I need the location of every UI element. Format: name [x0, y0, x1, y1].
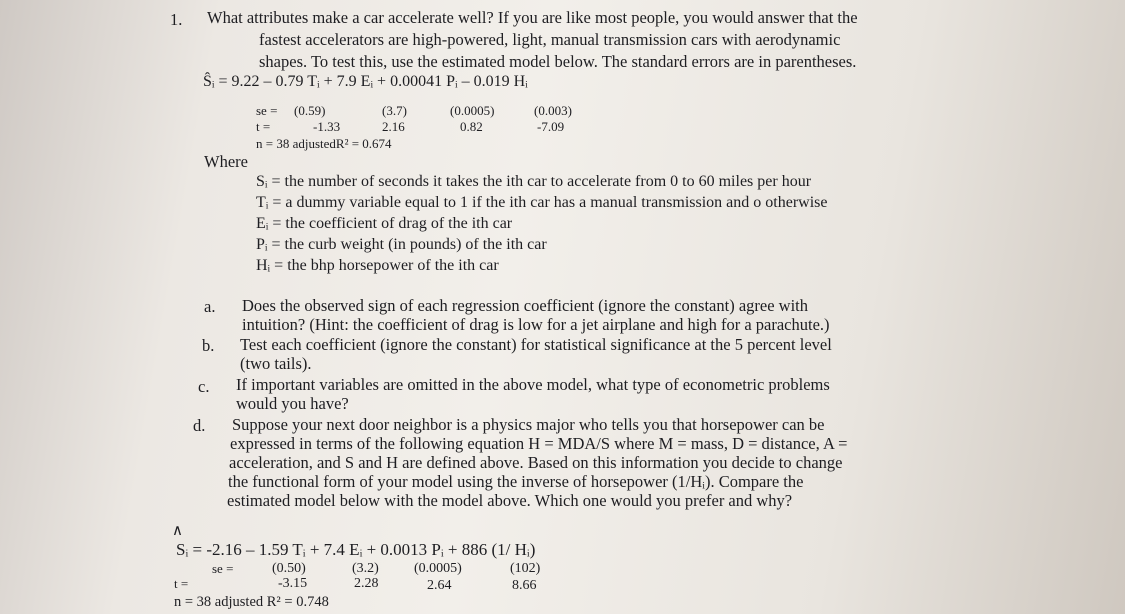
part-d-line-1: Suppose your next door neighbor is a physics major who tells you that horsepower can be [232, 415, 825, 434]
question-line-2: fastest accelerators are high-powered, light, manual transmission cars with aerodynamic [259, 30, 841, 49]
question-line-1: What attributes make a car accelerate well? If you are like most people, you would answer that the [207, 8, 858, 27]
definition-h: Hᵢ = the bhp horsepower of the ith car [256, 257, 499, 274]
model2-t-2: 2.28 [354, 576, 379, 591]
part-d-line-2: expressed in terms of the following equation H = MDA/S where M = mass, D = distance, A = [230, 434, 848, 453]
estimate-hat-mark: ∧ [172, 523, 183, 539]
model1-se-4: (0.003) [534, 103, 572, 118]
part-d-line-3: acceleration, and S and H are defined above. Based on this information you decide to change [229, 453, 843, 472]
model1-t-1: -1.33 [313, 119, 341, 134]
part-a-line-1: Does the observed sign of each regression coefficient (ignore the constant) agree with [242, 296, 808, 315]
model1-t-3: 0.82 [460, 119, 483, 134]
model1-stats: n = 38 adjustedR² = 0.674 [256, 136, 392, 151]
model2-se-3: (0.0005) [414, 561, 462, 576]
model2-t-label: t = [174, 576, 189, 591]
question-number: 1. [170, 10, 183, 29]
where-label: Where [204, 152, 248, 171]
model2-t-1: -3.15 [278, 576, 308, 591]
part-a-line-2: intuition? (Hint: the coefficient of drag is low for a jet airplane and high for a parachute.) [242, 315, 830, 334]
definition-s: Sᵢ = the number of seconds it takes the ith car to accelerate from 0 to 60 miles per hour [256, 173, 812, 190]
model1-t-label: t = [256, 119, 271, 134]
model2-se-label: se = [212, 561, 234, 576]
part-b-letter: b. [202, 336, 215, 355]
model1-se-label: se = [256, 103, 278, 118]
part-d-line-5: estimated model below with the model above. Which one would you prefer and why? [227, 491, 793, 510]
definition-p: Pᵢ = the curb weight (in pounds) of the ith car [256, 236, 547, 253]
part-b-line-2: (two tails). [240, 354, 312, 373]
model1-equation: Ŝᵢ = 9.22 – 0.79 Tᵢ + 7.9 Eᵢ + 0.00041 Pᵢ – 0.019 Hᵢ [203, 73, 528, 90]
definition-e: Eᵢ = the coefficient of drag of the ith car [256, 215, 513, 232]
model1-se-1: (0.59) [294, 103, 326, 118]
question-line-3: shapes. To test this, use the estimated model below. The standard errors are in parentheses. [259, 52, 857, 71]
model2-equation: Sᵢ = -2.16 – 1.59 Tᵢ + 7.4 Eᵢ + 0.0013 Pᵢ + 886 (1/ Hᵢ) [176, 540, 536, 559]
model2-se-2: (3.2) [352, 561, 379, 576]
part-d-letter: d. [193, 416, 206, 435]
model2-t-3: 2.64 [427, 578, 452, 593]
model1-t-2: 2.16 [382, 119, 405, 134]
model2-t-4: 8.66 [512, 578, 537, 593]
part-c-line-1: If important variables are omitted in the above model, what type of econometric problems [236, 375, 830, 394]
part-d-line-4: the functional form of your model using the inverse of horsepower (1/Hᵢ). Compare the [228, 472, 804, 491]
definition-t: Tᵢ = a dummy variable equal to 1 if the ith car has a manual transmission and o otherwise [256, 194, 828, 211]
model1-se-3: (0.0005) [450, 103, 495, 118]
model2-stats: n = 38 adjusted R² = 0.748 [174, 594, 329, 610]
part-c-letter: c. [198, 377, 210, 396]
model1-se-2: (3.7) [382, 103, 407, 118]
part-c-line-2: would you have? [236, 394, 349, 413]
model1-t-4: -7.09 [537, 119, 565, 134]
part-a-letter: a. [204, 297, 216, 316]
model2-se-4: (102) [510, 561, 541, 576]
part-b-line-1: Test each coefficient (ignore the constant) for statistical significance at the 5 percent level [240, 335, 832, 354]
model2-se-1: (0.50) [272, 561, 306, 576]
